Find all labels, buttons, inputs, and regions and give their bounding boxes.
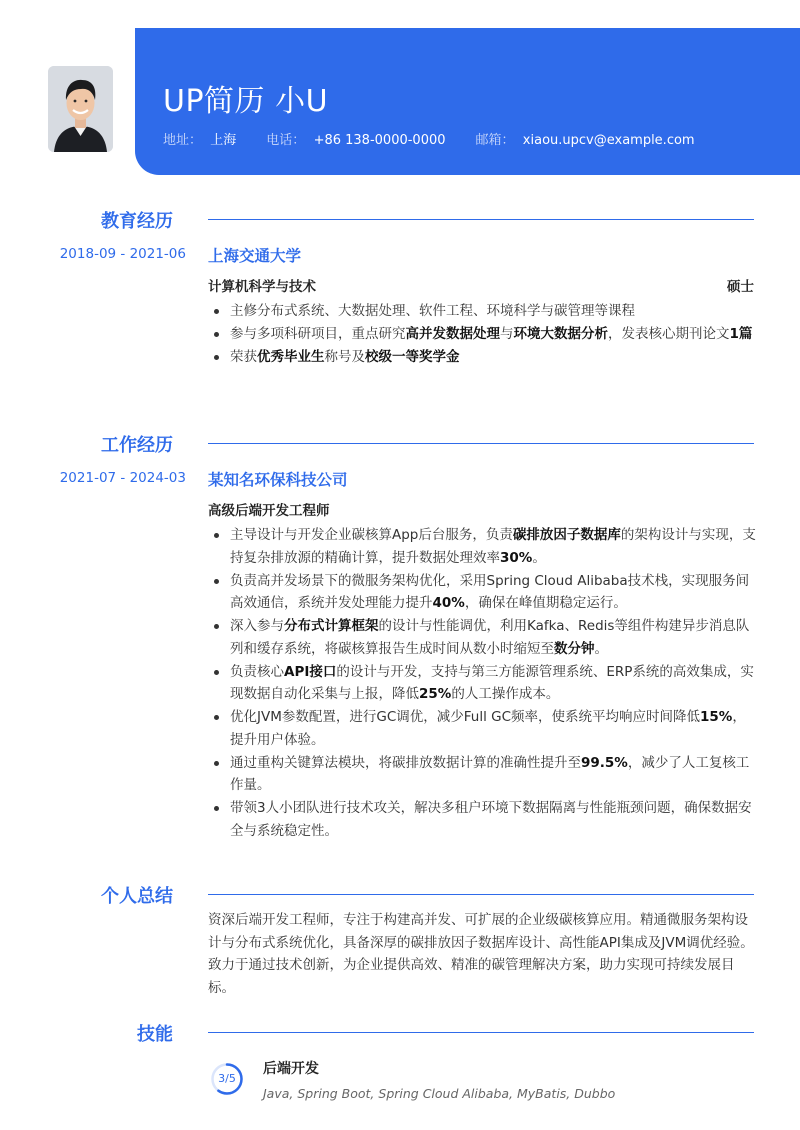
- phone-item: 电话： +86 138-0000-0000: [266, 133, 446, 148]
- avatar: [48, 66, 113, 152]
- section-title-summary: 个人总结: [101, 886, 173, 907]
- major: 计算机科学与技术: [208, 279, 316, 295]
- list-item: 荣获优秀毕业生称号及校级一等奖学金: [208, 346, 756, 369]
- list-item: 负责高并发场景下的微服务架构优化，采用Spring Cloud Alibaba技术栈，实现服务间高效通信，系统并发处理能力提升40%，确保在峰值期稳定运行。: [208, 570, 756, 615]
- contact-info: [163, 129, 695, 148]
- skill-detail: Java, Spring Boot, Spring Cloud Alibaba, MyBatis, Dubbo: [263, 1086, 616, 1101]
- skill-name: 后端开发: [263, 1061, 319, 1077]
- section-title-work: 工作经历: [101, 435, 173, 456]
- phone-value: +86 138-0000-0000: [313, 133, 446, 148]
- section-rule: [208, 1032, 754, 1033]
- list-item: 优化JVM参数配置，进行GC调优，减少Full GC频率，使系统平均响应时间降低15%，提升用户体验。: [208, 706, 756, 751]
- job-role: 高级后端开发工程师: [208, 503, 330, 519]
- school-name: 上海交通大学: [208, 247, 302, 265]
- work-date: 2021-07 - 2024-03: [59, 470, 186, 486]
- section-title-education: 教育经历: [101, 211, 173, 232]
- company-name: 某知名环保科技公司: [208, 471, 348, 489]
- section-rule: [208, 219, 754, 220]
- education-date: 2018-09 - 2021-06: [59, 246, 186, 262]
- email-value: xiaou.upcv@example.com: [522, 133, 695, 148]
- list-item: 负责核心API接口的设计与开发，支持与第三方能源管理系统、ERP系统的高效集成，实现数据自动化采集与上报，降低25%的人工操作成本。: [208, 661, 756, 706]
- list-item: 参与多项科研项目，重点研究高并发数据处理与环境大数据分析，发表核心期刊论文1篇: [208, 323, 756, 346]
- list-item: 主导设计与开发企业碳核算App后台服务，负责碳排放因子数据库的架构设计与实现，支持复杂排放源的精确计算，提升数据处理效率30%。: [208, 524, 756, 569]
- list-item: 带领3人小团队进行技术攻关，解决多租户环境下数据隔离与性能瓶颈问题，确保数据安全与系统稳定性。: [208, 797, 756, 842]
- section-rule: [208, 443, 754, 444]
- address-item: 地址： 上海: [163, 133, 237, 148]
- summary-text: 资深后端开发工程师，专注于构建高并发、可扩展的企业级碳核算应用。精通微服务架构设计与分布式系统优化，具备深厚的碳排放因子数据库设计、高性能API集成及JVM调优经验。致力于通过技术创新，为企业提供高效、精准的碳管理解决方案，助力实现可持续发展目标。: [208, 912, 754, 996]
- section-rule: [208, 894, 754, 895]
- list-item: 深入参与分布式计算框架的设计与性能调优，利用Kafka、Redis等组件构建异步消息队列和缓存系统，将碳核算报告生成时间从数小时缩短至数分钟。: [208, 615, 756, 660]
- skill-level-label: 3/5: [218, 1072, 236, 1085]
- address-value: 上海: [210, 133, 237, 148]
- email-item: 邮箱： xiaou.upcv@example.com: [475, 133, 695, 148]
- degree: 硕士: [727, 279, 754, 295]
- list-item: 通过重构关键算法模块，将碳排放数据计算的准确性提升至99.5%，减少了人工复核工作量。: [208, 752, 756, 797]
- education-bullets: [208, 300, 756, 369]
- section-title-skills: 技能: [137, 1024, 173, 1045]
- candidate-name: UP简历 小U: [163, 84, 329, 119]
- work-bullets: [208, 524, 756, 843]
- list-item: 主修分布式系统、大数据处理、软件工程、环境科学与碳管理等课程: [208, 300, 756, 323]
